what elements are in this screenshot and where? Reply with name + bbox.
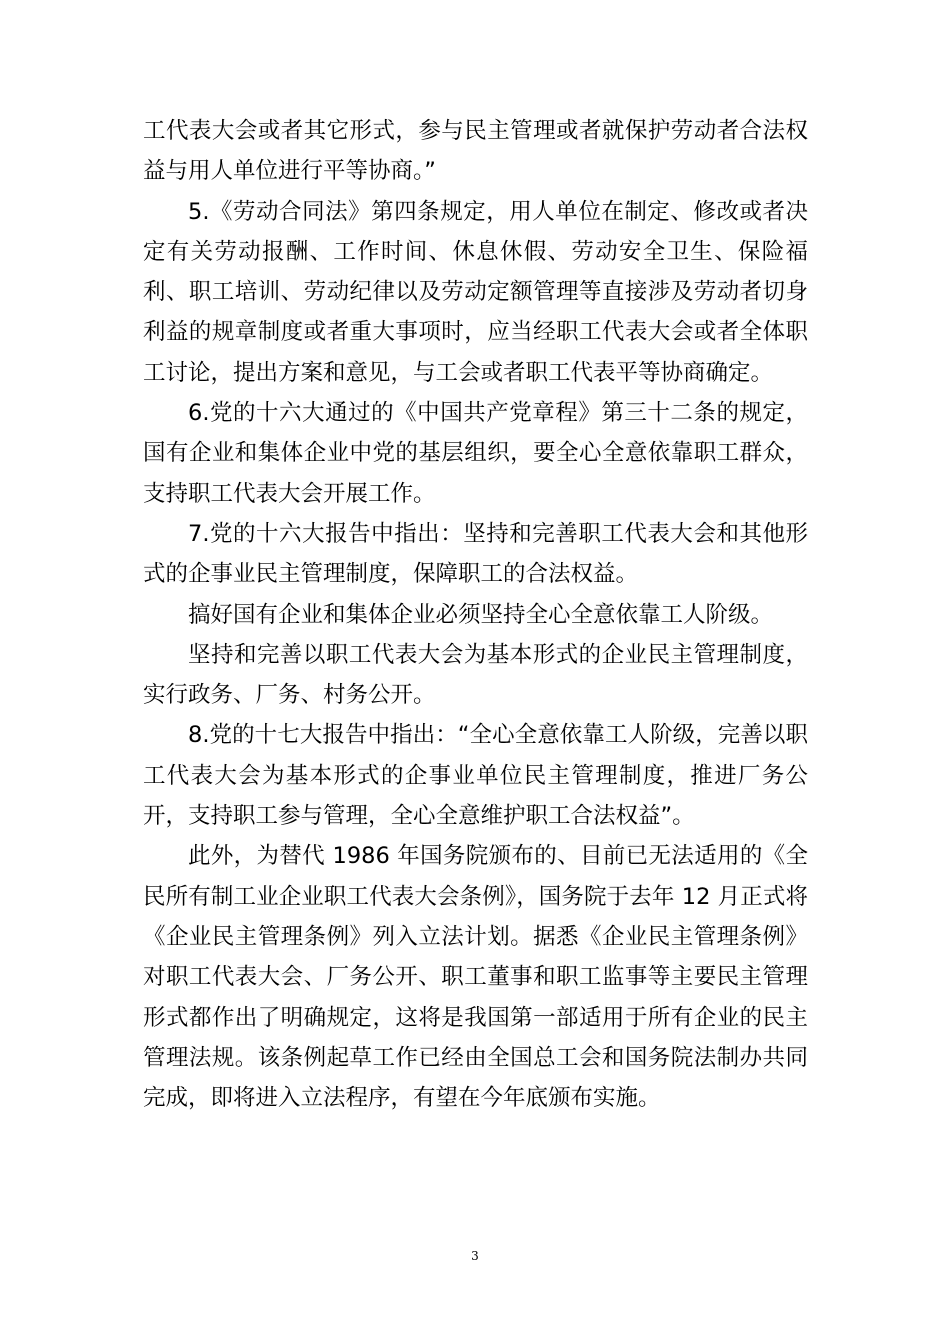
paragraph-conclusion: 此外，为替代 1986 年国务院颁布的、目前已无法适用的《全民所有制工业企业职工代表大会条例》，国务院于去年 12 月正式将《企业民主管理条例》列入立法计划。据悉《企业民主管理条例》对职工代表大会、厂务公开、职工董事和职工监事等主要民主管理形式都作出了明确规定，这将是我国第一部适用于所有企业的民主管理法规。该条例起草工作已经由全国总工会和国务院法制办共同完成，即将进入立法程序，有望在今年底颁布实施。	[143, 843, 808, 1112]
page-number: 3	[471, 1249, 479, 1263]
paragraph-statement-2: 坚持和完善以职工代表大会为基本形式的企业民主管理制度，实行政务、厂务、村务公开。	[143, 641, 808, 709]
paragraph-item-6: 6.党的十六大通过的《中国共产党章程》第三十二条的规定，国有企业和集体企业中党的基层组织，要全心全意依靠职工群众，支持职工代表大会开展工作。	[143, 400, 808, 507]
paragraph-item-8: 8.党的十七大报告中指出：“全心全意依靠工人阶级，完善以职工代表大会为基本形式的企事业单位民主管理制度，推进厂务公开，支持职工参与管理，全心全意维护职工合法权益”。	[143, 722, 808, 830]
paragraph-item-5: 5.《劳动合同法》第四条规定，用人单位在制定、修改或者决定有关劳动报酬、工作时间、休息休假、劳动安全卫生、保险福利、职工培训、劳动纪律以及劳动定额管理等直接涉及劳动者切身利益的规章制度或者重大事项时，应当经职工代表大会或者全体职工讨论，提出方案和意见，与工会或者职工代表平等协商确定。	[143, 198, 808, 386]
paragraph-continuation: 工代表大会或者其它形式，参与民主管理或者就保护劳动者合法权益与用人单位进行平等协商。”	[143, 118, 808, 185]
paragraph-statement-1: 搞好国有企业和集体企业必须坚持全心全意依靠工人阶级。	[188, 601, 774, 628]
body-text	[143, 111, 808, 1118]
paragraph-item-7: 7.党的十六大报告中指出：坚持和完善职工代表大会和其他形式的企事业民主管理制度，保障职工的合法权益。	[143, 520, 808, 588]
